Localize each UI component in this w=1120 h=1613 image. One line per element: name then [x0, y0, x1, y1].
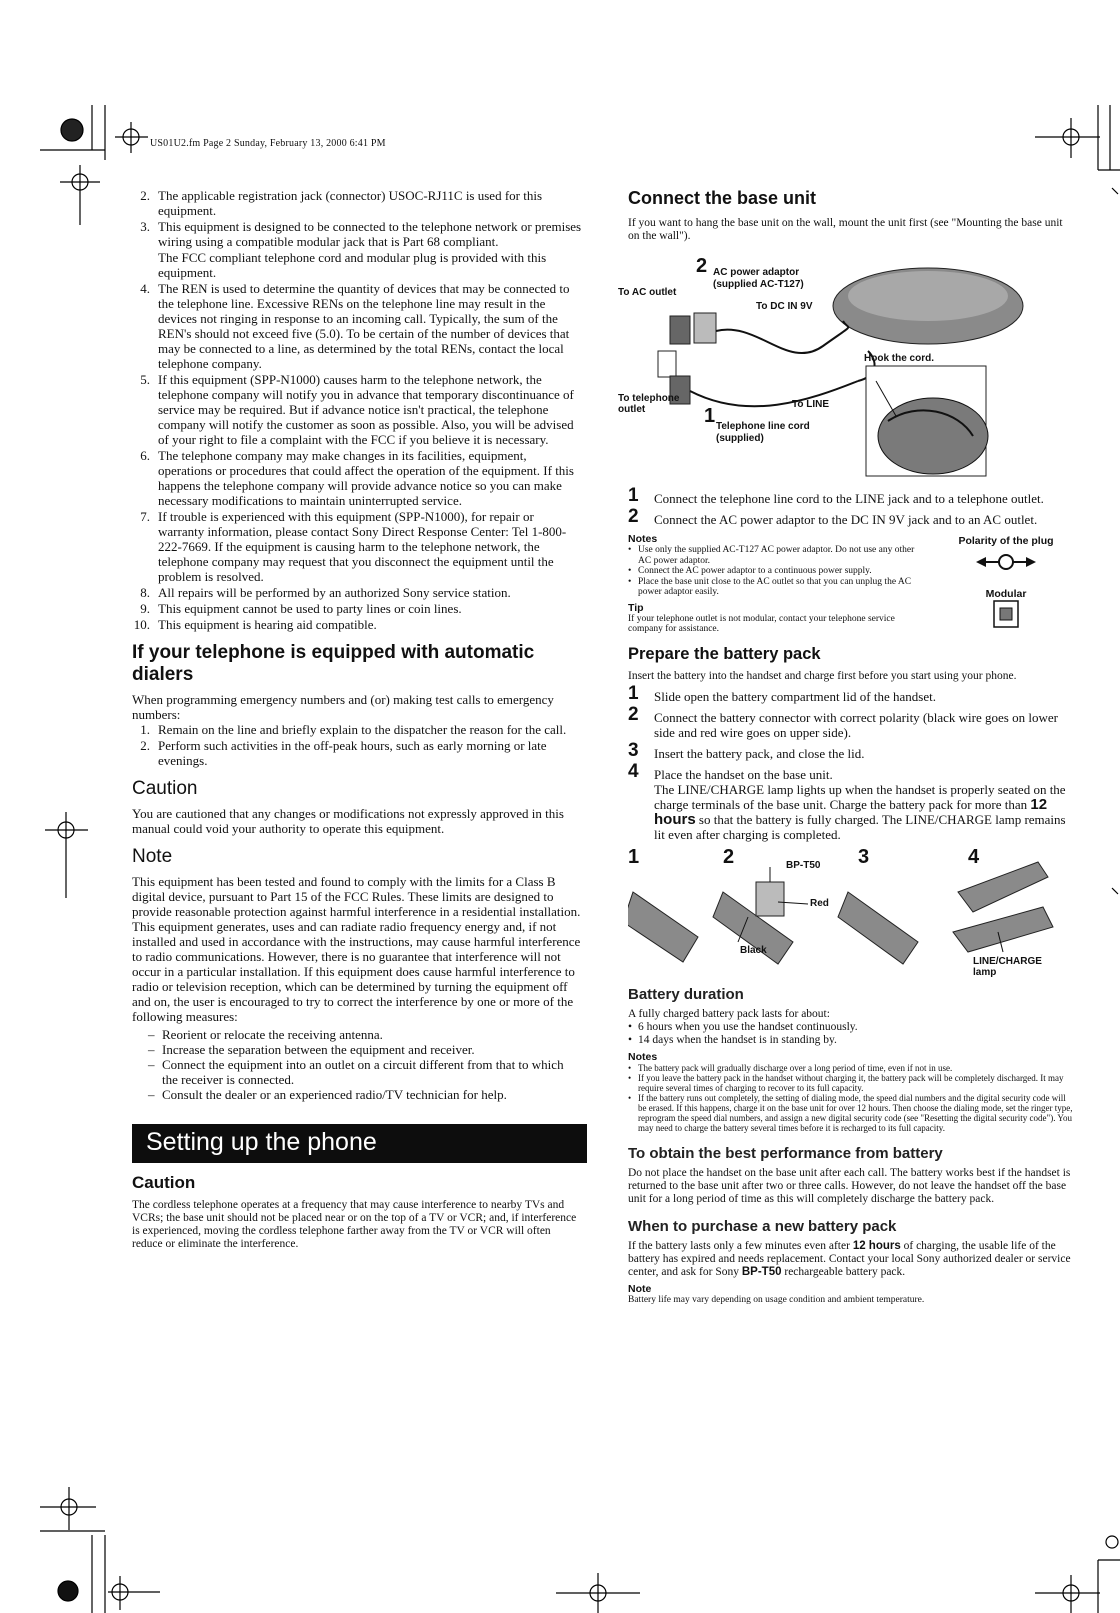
notes-heading: Notes	[628, 1050, 658, 1063]
battery-step: 4 Place the handset on the base unit. The LINE/CHARGE lamp lights up when the handset is properly seated on the charge terminals of the base unit. Charge the battery pack for more than 12 hours so that the battery is fully charged. The LINE/CHARGE lamp remains lit even after charging is completed.	[628, 767, 1073, 842]
diagram-label: To LINE	[792, 399, 830, 410]
diagram-label: To DC IN 9V	[756, 301, 813, 312]
step4-detail: The LINE/CHARGE lamp lights up when the handset is properly seated on the charge terminals of the base unit. Charge the battery pack for more than 12 hours so that the battery is fully charged. The LINE/CHARGE lamp remains lit even after charging is completed.	[654, 781, 1066, 842]
lamp-label: LINE/CHARGE	[973, 955, 1042, 967]
setup-caution-text: The cordless telephone operates at a frequency that may cause interference to nearby TVs and VCRs; the base unit should not be placed near or on the top of a TV or VCR; and, if interference is experienced, moving the cordless telephone farther away from the TV or VCR will often reduce or eliminate the interference.	[132, 1199, 577, 1250]
list-item: • If you leave the battery pack in the handset without charging it, the battery pack will be completely discharged. It may require several times of charging to recover to its full capacity.	[628, 1073, 1073, 1093]
diagram-label: (supplied AC-T127)	[713, 279, 804, 290]
battery-step: 2 Connect the battery connector with correct polarity (black wire goes on lower side and red wire goes on upper side).	[628, 703, 1058, 740]
diagram-label: (supplied)	[716, 433, 764, 444]
connect-intro: If you want to hang the base unit on the wall, mount the unit first (see "Mounting the base unit on the wall").	[628, 217, 1063, 242]
duration-heading: Battery duration	[628, 985, 744, 1003]
auto-dialers-intro: When programming emergency numbers and (or) making test calls to emergency numbers:	[132, 692, 554, 722]
polarity-icon	[971, 547, 1041, 577]
figure-number: 3	[858, 845, 870, 868]
list-item: 4. The REN is used to determine the quantity of devices that may be connected to the telephone line. Excessive RENs on the telephone line may result in the devices not ringing in response to an incoming call. Typically, the sum of the REN's should not exceed five (5.0). To be certain of the number of devices that may be connected to a line, as determined by the total RENs, contact the local telephone company.	[140, 281, 570, 371]
battery-model-label: BP-T50	[786, 859, 821, 871]
list-item: – Consult the dealer or an experienced radio/TV technician for help.	[148, 1087, 582, 1102]
battery-step: 1 Slide open the battery compartment lid of the handset.	[628, 682, 936, 704]
purchase-note: Battery life may vary depending on usage condition and ambient temperature.	[628, 1294, 925, 1305]
list-item: 7. If trouble is experienced with this equipment (SPP-N1000), for repair or warranty information, please contact Sony Direct Response Center: Tel 1-800-222-7669. If the equipment is causing harm to the telephone network, the telephone company may request that you disconnect the equipment until the problem is resolved.	[140, 509, 567, 584]
auto-dialers-heading: If your telephone is equipped with automatic dialers	[132, 642, 535, 685]
caution-heading: Caution	[132, 778, 198, 799]
note-heading: Note	[132, 846, 173, 867]
list-item: 8. All repairs will be performed by an authorized Sony service station.	[140, 585, 511, 600]
list-item: • 14 days when the handset is in standing by.	[628, 1034, 1073, 1047]
list-item: 9. This equipment cannot be used to party lines or coin lines.	[140, 601, 462, 616]
black-wire-label: Black	[740, 944, 767, 956]
modular-label: Modular	[985, 588, 1027, 600]
list-item: – Increase the separation between the equipment and receiver.	[148, 1042, 582, 1057]
list-item: • 6 hours when you use the handset continuously.	[628, 1021, 1073, 1034]
figure-number: 4	[968, 845, 980, 868]
note-text: This equipment has been tested and found to comply with the limits for a Class B digital device, pursuant to Part 15 of the FCC Rules. These limits are designed to provide reasonable protection against harmful interference in a residential installation. This equipment generates, uses and can radiate radio frequency energy and, if not installed and used in accordance with the instructions, may cause harmful interference to radio communications. However, there is no guarantee that interference will not occur in a particular installation. If this equipment does cause harmful interference to radio or television reception, which can be determined by turning the equipment off and on, the user is encouraged to try to correct the interference by one or more of the following measures:	[132, 874, 581, 1024]
list-item: 10. This equipment is hearing aid compatible.	[133, 617, 377, 632]
diagram-label: outlet	[618, 404, 646, 415]
measures-list	[148, 1027, 582, 1102]
list-item: – Reorient or relocate the receiving antenna.	[148, 1027, 582, 1042]
battery-heading: Prepare the battery pack	[628, 644, 821, 663]
diagram-label: To telephone	[618, 393, 680, 404]
diagram-label: AC power adaptor	[713, 267, 800, 278]
list-item: 2. The applicable registration jack (connector) USOC-RJ11C is used for this equipment.	[140, 188, 543, 218]
battery-figure	[628, 845, 1073, 982]
diagram-label: To AC outlet	[618, 287, 677, 298]
diagram-label: Telephone line cord	[716, 421, 810, 432]
polarity-block	[946, 535, 1066, 633]
list-item: • Connect the AC power adaptor to a continuous power supply.	[628, 566, 928, 577]
list-item: 1. Remain on the line and briefly explain to the dispatcher the reason for the call.	[140, 722, 567, 737]
diagram-number: 1	[704, 405, 716, 427]
reg-mark-icon	[61, 119, 83, 141]
notes-list	[628, 545, 928, 598]
setup-banner: Setting up the phone	[132, 1124, 587, 1163]
list-item: 5. If this equipment (SPP-N1000) causes harm to the telephone network, the telephone company will notify you in advance that temporary discontinuance of service may be required. But if advance notice isn't practical, the telephone company will notify the customer as soon as possible. Also, you will be advised of your right to file a complaint with the FCC if you believe it is necessary.	[140, 372, 574, 447]
battery-intro: Insert the battery into the handset and charge first before you start using your phone.	[628, 669, 1017, 682]
polarity-label: Polarity of the plug	[958, 535, 1054, 547]
list-item: 3. This equipment is designed to be connected to the telephone network or premises wiring using a compatible modular jack that is Part 68 compliant. The FCC compliant telephone cord and modular plug is provided with this equipment.	[140, 219, 582, 280]
caution-text: You are cautioned that any changes or modifications not expressly approved in this manual could void your authority to operate this equipment.	[132, 806, 564, 836]
connect-step: 1 Connect the telephone line cord to the LINE jack and to a telephone outlet.	[628, 485, 1044, 506]
notes-heading: Notes	[628, 533, 658, 545]
modular-jack-icon	[993, 600, 1019, 628]
tip-heading: Tip	[628, 601, 644, 614]
list-item: • Place the base unit close to the AC outlet so that you can unplug the AC power adaptor easily.	[628, 577, 928, 598]
purchase-text: If the battery lasts only a few minutes even after 12 hours of charging, the usable life of the battery has expired and needs replacement. Contact your local Sony authorized dealer or service center, and ask for Sony BP-T50 rechargeable battery pack.	[628, 1239, 1071, 1278]
list-item: – Connect the equipment into an outlet on a circuit different from that to which the receiver is connected.	[148, 1057, 582, 1087]
left-column	[132, 188, 582, 1251]
list-item: • If the battery runs out completely, the setting of dialing mode, the speed dial numbers and the digital security code will be erased. If this happens, charge it on the base unit for over 12 hours. Then choose the dialing mode, set the ringer type, reprogram the speed dial numbers, and assign a new digital security code (see "Resetting the digital security code"). You may need to charge the battery several times before it is recharged to its full capacity.	[628, 1093, 1073, 1133]
note-heading: Note	[628, 1282, 652, 1295]
base-unit-illustration	[628, 251, 1073, 481]
setup-caution-heading: Caution	[132, 1173, 196, 1192]
diagram-number: 2	[696, 255, 708, 277]
lamp-label: lamp	[973, 966, 997, 978]
figure-number: 1	[628, 845, 640, 868]
purchase-heading: When to purchase a new battery pack	[628, 1217, 897, 1235]
list-item: • Use only the supplied AC-T127 AC power adaptor. Do not use any other AC power adaptor.	[628, 545, 928, 566]
list-item: 6. The telephone company may make changes in its facilities, equipment, operations or procedures that could affect the operation of the equipment. If this happens the telephone company will provide advance notice so you can make necessary modifications to maintain uninterrupted service.	[140, 448, 574, 508]
right-column	[618, 188, 1073, 1305]
connect-heading: Connect the base unit	[628, 188, 817, 208]
performance-text: Do not place the handset on the base unit after each call. The battery works best if the handset is returned to the base unit after two or three calls. However, do not leave the handset off the base unit for a long period of time as this will completely discharge the battery pack.	[628, 1166, 1071, 1205]
tip-text: If your telephone outlet is not modular, contact your telephone service company for assistance.	[628, 613, 895, 634]
fcc-list	[132, 188, 582, 632]
diagram-label: Hook the cord.	[864, 353, 935, 364]
connect-notes-block	[628, 533, 1073, 635]
battery-step: 3 Insert the battery pack, and close the lid.	[628, 739, 865, 761]
connect-step: 2 Connect the AC power adaptor to the DC IN 9V jack and to an AC outlet.	[628, 506, 1038, 527]
file-header: US01U2.fm Page 2 Sunday, February 13, 2000 6:41 PM	[150, 138, 386, 149]
figure-number: 2	[723, 845, 735, 868]
performance-heading: To obtain the best performance from battery	[628, 1144, 943, 1162]
list-item: 2. Perform such activities in the off-peak hours, such as early morning or late evenings.	[140, 738, 547, 768]
list-item: • The battery pack will gradually discharge over a long period of time, even if not in use.	[628, 1063, 1073, 1073]
connection-diagram	[618, 251, 1073, 481]
duration-notes-list	[628, 1063, 1073, 1133]
auto-dialers-list	[132, 722, 582, 768]
red-wire-label: Red	[810, 897, 829, 909]
duration-intro: A fully charged battery pack lasts for about:	[628, 1007, 830, 1020]
duration-list	[628, 1021, 1073, 1047]
